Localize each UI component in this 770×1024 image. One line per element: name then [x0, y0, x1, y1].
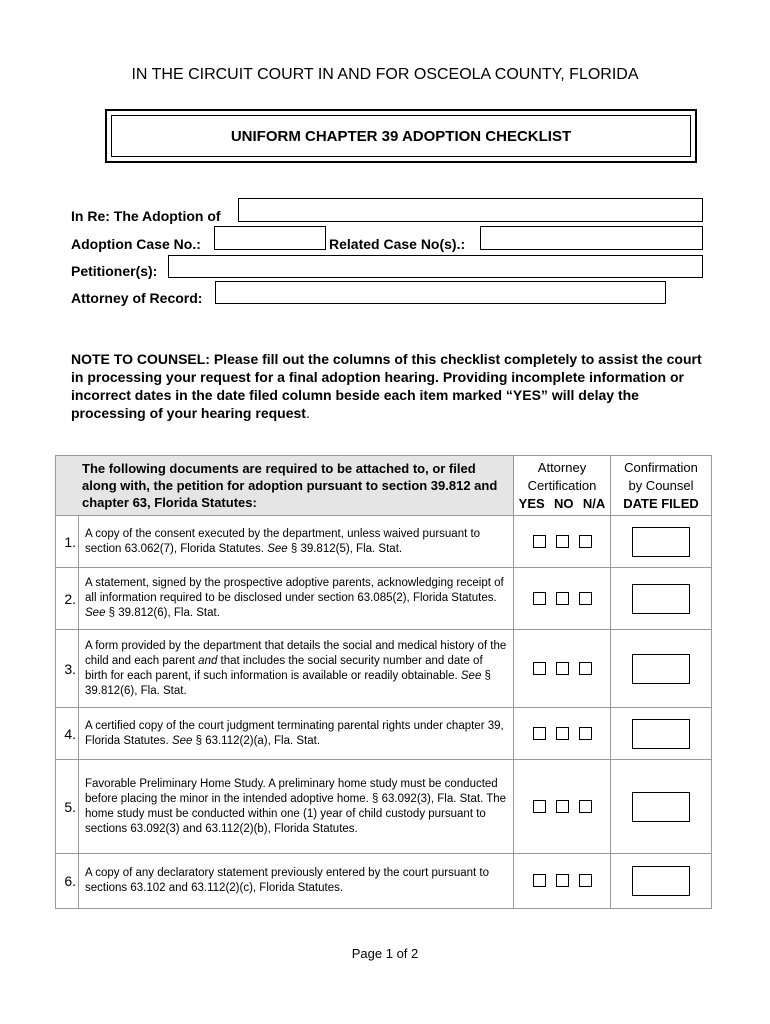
petitioner-label: Petitioner(s):: [71, 263, 158, 279]
date-filed-input[interactable]: [632, 584, 690, 614]
row-certification-boxes: [514, 568, 611, 630]
row-date-cell: [611, 854, 712, 909]
na-checkbox[interactable]: [579, 874, 592, 887]
header-documents: The following documents are required to be attached to, or filed along with, the petition for adoption pursuant to section 39.812 and chapter 63, Florida Statutes:: [56, 456, 514, 516]
row-certification-boxes: [514, 708, 611, 760]
header-attorney: Attorney: [537, 459, 587, 475]
row-date-cell: [611, 516, 712, 568]
yes-checkbox[interactable]: [533, 727, 546, 740]
related-case-field[interactable]: [480, 226, 703, 250]
header-no: NO: [554, 495, 574, 511]
form-title-box: [105, 109, 697, 163]
row-description: A form provided by the department that details the social and medical history of the child and each parent and that includes the social security number and date of birth for each parent, if such information is available or readily obtainable. See § 39.812(6), Fla. Stat.: [79, 630, 514, 708]
row-certification-boxes: [514, 854, 611, 909]
note-to-counsel: [71, 350, 711, 422]
petitioner-field[interactable]: [168, 255, 703, 278]
attorney-field[interactable]: [215, 281, 666, 304]
header-yes: YES: [518, 495, 545, 511]
date-filed-input[interactable]: [632, 866, 690, 896]
date-filed-input[interactable]: [632, 719, 690, 749]
attorney-label: Attorney of Record:: [71, 290, 203, 306]
row-number: 2.: [56, 568, 79, 630]
no-checkbox[interactable]: [556, 800, 569, 813]
row-certification-boxes: [514, 630, 611, 708]
court-title: IN THE CIRCUIT COURT IN AND FOR OSCEOLA COUNTY, FLORIDA: [131, 66, 639, 83]
in-re-field[interactable]: [238, 198, 703, 222]
form-title: UNIFORM CHAPTER 39 ADOPTION CHECKLIST: [111, 115, 691, 157]
date-filed-input[interactable]: [632, 654, 690, 684]
header-yes-no-na: [514, 495, 610, 513]
row-description: Favorable Preliminary Home Study. A preliminary home study must be conducted before placing the minor in the intended adoptive home. § 63.092(3), Fla. Stat. The home study must be conducted within one (1) year of child custody pursuant to sections 63.092(3) and 63.112(2)(b), Florida Statutes.: [79, 760, 514, 854]
header-attorney-certification: [514, 456, 611, 516]
header-confirmation-line2: by Counsel: [628, 477, 694, 493]
row-description: A copy of the consent executed by the department, unless waived pursuant to section 63.062(7), Florida Statutes. See § 39.812(5), Fla. Stat.: [79, 516, 514, 568]
date-filed-input[interactable]: [632, 527, 690, 557]
no-checkbox[interactable]: [556, 592, 569, 605]
na-checkbox[interactable]: [579, 800, 592, 813]
header-na: N/A: [582, 495, 606, 511]
note-period: .: [305, 405, 310, 421]
date-filed-input[interactable]: [632, 792, 690, 822]
yes-checkbox[interactable]: [533, 592, 546, 605]
row-number: 1.: [56, 516, 79, 568]
row-number: 6.: [56, 854, 79, 909]
in-re-label: In Re: The Adoption of: [71, 208, 221, 224]
na-checkbox[interactable]: [579, 662, 592, 675]
row-number: 4.: [56, 708, 79, 760]
na-checkbox[interactable]: [579, 592, 592, 605]
row-date-cell: [611, 760, 712, 854]
row-date-cell: [611, 568, 712, 630]
no-checkbox[interactable]: [556, 874, 569, 887]
no-checkbox[interactable]: [556, 662, 569, 675]
header-confirmation-line1: Confirmation: [624, 459, 698, 475]
table-row: [56, 708, 712, 760]
table-row: [56, 568, 712, 630]
na-checkbox[interactable]: [579, 727, 592, 740]
case-no-field[interactable]: [214, 226, 326, 250]
table-row: [56, 516, 712, 568]
row-date-cell: [611, 708, 712, 760]
row-description: A statement, signed by the prospective adoptive parents, acknowledging receipt of all information required to be disclosed under section 63.085(2), Florida Statutes. See § 39.812(6), Fla. Stat.: [79, 568, 514, 630]
header-confirmation: [611, 456, 712, 516]
row-description: A certified copy of the court judgment terminating parental rights under chapter 39, Florida Statutes. See § 63.112(2)(a), Fla. Stat.: [79, 708, 514, 760]
table-row: [56, 854, 712, 909]
no-checkbox[interactable]: [556, 535, 569, 548]
yes-checkbox[interactable]: [533, 535, 546, 548]
row-date-cell: [611, 630, 712, 708]
row-certification-boxes: [514, 516, 611, 568]
header-date-filed: DATE FILED: [623, 495, 699, 511]
yes-checkbox[interactable]: [533, 874, 546, 887]
yes-checkbox[interactable]: [533, 800, 546, 813]
checklist-table: [55, 455, 712, 909]
no-checkbox[interactable]: [556, 727, 569, 740]
row-number: 3.: [56, 630, 79, 708]
case-no-label: Adoption Case No.:: [71, 236, 201, 252]
note-text: NOTE TO COUNSEL: Please fill out the columns of this checklist completely to assist the court in processing your request for a final adoption hearing. Providing incomplete information or incorrect dates in the date filed column beside each item marked “YES” will delay the processing of your hearing request: [71, 351, 702, 421]
page-number: Page 1 of 2: [351, 946, 419, 961]
yes-checkbox[interactable]: [533, 662, 546, 675]
related-case-label: Related Case No(s).:: [329, 236, 466, 252]
row-certification-boxes: [514, 760, 611, 854]
header-certification: Certification: [527, 477, 597, 493]
row-description: A copy of any declaratory statement previously entered by the court pursuant to sections 63.102 and 63.112(2)(c), Florida Statutes.: [79, 854, 514, 909]
table-row: [56, 630, 712, 708]
row-number: 5.: [56, 760, 79, 854]
table-row: [56, 760, 712, 854]
na-checkbox[interactable]: [579, 535, 592, 548]
table-header-row: [56, 456, 712, 516]
